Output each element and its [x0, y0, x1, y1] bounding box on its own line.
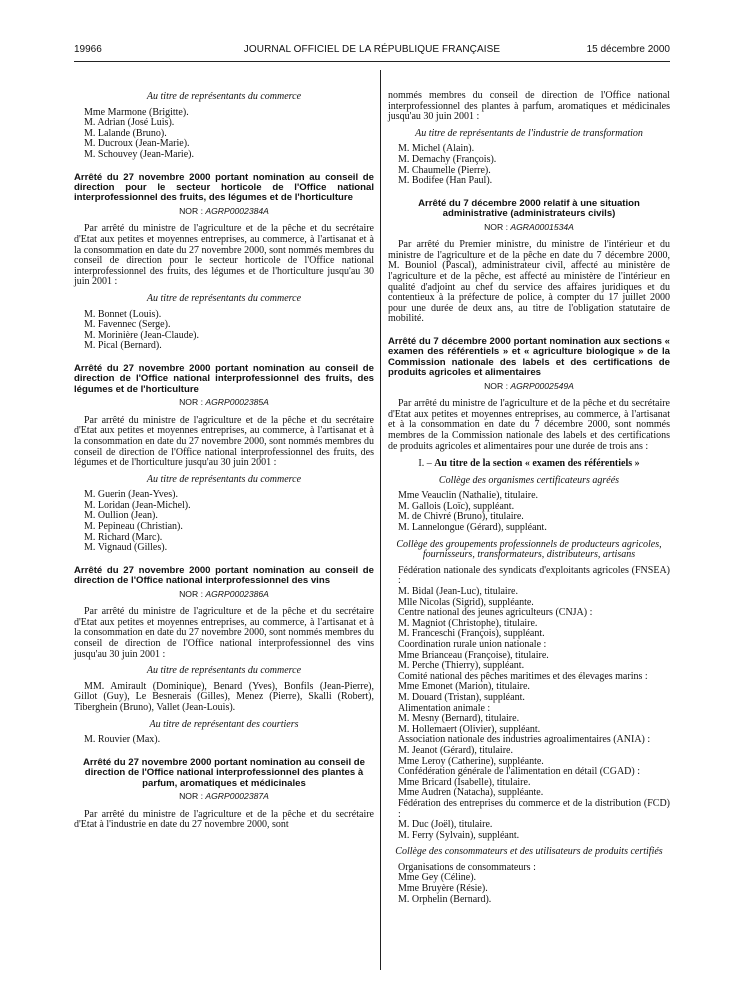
name-entry: M. Schouvey (Jean-Marie). [84, 148, 194, 160]
name-entry: M. Duc (Joël), titulaire. [398, 819, 493, 831]
organisation-list [398, 566, 670, 841]
name-entry: M. Mesny (Bernard), titulaire. [398, 713, 520, 725]
college-subhead: Collège des consommateurs et des utilisateurs de produits certifiés [395, 846, 663, 858]
organisation-name: Fédération nationale des syndicats d'exploitants agricoles (FNSEA) : [398, 564, 670, 587]
names-paragraph: MM. Amirault (Dominique), Benard (Yves), Bonfils (Jean-Pierre), Gillot (Guy), Le Besnerais (Gilles), Menez (Pierre), Skalli (Robert), Tiberghein (Bruno), Vallet (Jean-Louis). [74, 680, 374, 713]
name-entry: Mme Veauclin (Nathalie), titulaire. [398, 490, 539, 502]
name-entry: M. Perche (Thierry), suppléant. [398, 660, 525, 672]
name-entry: M. Magniot (Christophe), titulaire. [398, 617, 538, 629]
decree-paragraph: Par arrêté du Premier ministre, du ministre de l'intérieur et du ministre de l'agriculture et de la pêche en date du 7 décembre 2000, M. Bouniol (Pascal), administrateur civil, affecté au ministère de l'agriculture et de la pêche, est affecté au ministère de l'intérieur en qualité d'adjoint au chef du service des affaires juridiques et du contentieux à la préfecture de police, à compter du 17 juillet 2000 pour une durée de deux ans, au titre de l'obligation statutaire de mobilité. [388, 239, 670, 325]
name-entry: M. Ducroux (Jean-Marie). [84, 138, 190, 150]
nor-reference: NOR : AGRP0002385A [179, 397, 269, 408]
name-entry: M. Pical (Bernard). [84, 340, 162, 352]
name-entry: M. Morinière (Jean-Claude). [84, 329, 199, 341]
name-entry: M. Douard (Tristan), suppléant. [398, 691, 525, 703]
name-entry: M. Bodifee (Han Paul). [398, 175, 493, 187]
section-heading: I. – Au titre de la section « examen des référentiels » [418, 458, 640, 470]
name-entry: M. Bidal (Jean-Luc), titulaire. [398, 586, 518, 598]
name-list [398, 491, 670, 533]
decree-title: Arrêté du 7 décembre 2000 relatif à une situation administrative (administrateurs civils) [418, 197, 640, 220]
nor-reference: NOR : AGRP0002384A [179, 205, 269, 216]
continued-paragraph: nommés membres du conseil de direction de l'Office national interprofessionnel des plantes à parfum, aromatiques et médicinales jusqu'au 30 juin 2001 : [388, 90, 670, 123]
nor-reference: NOR : AGRP0002387A [179, 791, 269, 801]
college-subhead: Collège des groupements professionnels de producteurs agricoles, fournisseurs, transformateurs, distributeurs, artisans [396, 538, 662, 561]
name-entry: M. de Chivré (Bruno), titulaire. [398, 511, 524, 523]
name-entry: Mme Marmone (Brigitte). [84, 106, 189, 118]
section-subhead: Au titre de représentants de l'industrie de transformation [415, 127, 643, 139]
section-subhead: Au titre de représentants du commerce [146, 91, 302, 102]
name-entry: Mme Bricard (Isabelle), titulaire. [398, 776, 531, 788]
organisation-name: Confédération générale de l'alimentation en détail (CGAD) : [398, 766, 640, 778]
name-list [398, 144, 670, 186]
name-entry: M. Richard (Marc). [84, 531, 163, 543]
name-entry: Mlle Nicolas (Sigrid), suppléante. [398, 596, 534, 608]
decree-title: Arrêté du 27 novembre 2000 portant nomination au conseil de direction de l'Office national interprofessionnel des fruits, des légumes et de l'horticulture [74, 362, 374, 395]
organisation-name: Coordination rurale union nationale : [398, 639, 547, 650]
name-entry: M. Loridan (Jean-Michel). [84, 499, 191, 511]
left-column [74, 92, 374, 836]
name-entry: Mme Brianceau (Françoise), titulaire. [398, 649, 549, 661]
name-list [84, 735, 374, 746]
name-entry: M. Rouvier (Max). [84, 734, 161, 746]
decree-title: Arrêté du 7 décembre 2000 portant nomination aux sections « examen des référentiels » et « agriculture biologique » de la Commission nationale des labels et des certifications de produits agricoles et alimentaires [388, 335, 670, 379]
name-entry: M. Favennec (Serge). [84, 319, 171, 331]
decree-title: Arrêté du 27 novembre 2000 portant nomination au conseil de direction pour le secteur horticole de l'Office national interprofessionnel des fruits, des légumes et de l'horticulture [74, 171, 374, 204]
organisation-name: Fédération des entreprises du commerce et de la distribution (FCD) : [398, 797, 670, 820]
nor-reference: NOR : AGRP0002549A [484, 380, 574, 391]
issue-date: 15 décembre 2000 [586, 44, 670, 55]
decree-title: Arrêté du 27 novembre 2000 portant nomination au conseil de direction de l'Office national interprofessionnel des vins [74, 564, 374, 587]
decree-title: Arrêté du 27 novembre 2000 portant nomination au conseil de direction de l'Office national interprofessionnel des plantes à parfum, aromatiques et médicinales [82, 756, 366, 789]
organisation-name: Organisations de consommateurs : [398, 861, 536, 873]
name-entry: M. Franceschi (François), suppléant. [398, 628, 545, 640]
name-list [84, 490, 374, 554]
nor-reference: NOR : AGRP0002386A [179, 588, 269, 599]
column-divider [380, 70, 381, 970]
name-entry: Mme Gey (Céline). [398, 872, 477, 884]
page-header [74, 44, 670, 58]
name-entry: M. Lannelongue (Gérard), suppléant. [398, 522, 547, 534]
name-entry: M. Adrian (José Luis). [84, 117, 175, 129]
name-entry: M. Orphelin (Bernard). [398, 893, 492, 905]
name-entry: M. Chaumelle (Pierre). [398, 164, 491, 176]
name-entry: Mme Emonet (Marion), titulaire. [398, 681, 530, 693]
section-subhead: Au titre de représentants du commerce [146, 292, 302, 304]
name-entry: M. Bonnet (Louis). [84, 308, 162, 320]
name-entry: Mme Bruyère (Résie). [398, 883, 488, 895]
name-entry: M. Pepineau (Christian). [84, 521, 183, 533]
organisation-name: Association nationale des industries agroalimentaires (ANIA) : [398, 734, 651, 746]
nor-reference: NOR : AGRA0001534A [484, 221, 574, 232]
name-entry: M. Guerin (Jean-Yves). [84, 489, 178, 501]
section-subhead: Au titre de représentants du commerce [146, 473, 302, 485]
decree-paragraph: Par arrêté du ministre de l'agriculture et de la pêche et du secrétaire d'Etat aux petites et moyennes entreprises, au commerce, à l'artisanat et à la consommation en date du 7 décembre 2000, sont nommés membres de la Commission nationale des labels et des certifications de produits agricoles et alimentaires pour une durée de trois ans : [388, 398, 670, 452]
organisation-name: Alimentation animale : [398, 702, 491, 714]
name-entry: M. Demachy (François). [398, 153, 497, 165]
header-rule [74, 61, 670, 62]
name-entry: M. Vignaud (Gilles). [84, 542, 168, 554]
decree-paragraph: Par arrêté du ministre de l'agriculture et de la pêche et du secrétaire d'Etat à l'industrie en date du 27 novembre 2000, sont [74, 808, 374, 831]
name-entry: Mme Leroy (Catherine), suppléante. [398, 755, 544, 767]
name-entry: M. Oullion (Jean). [84, 510, 158, 522]
organisation-name: Comité national des pêches maritimes et des élevages marins : [398, 670, 648, 682]
name-entry: M. Ferry (Sylvain), suppléant. [398, 829, 520, 841]
section-subhead: Au titre de représentants du commerce [146, 665, 302, 677]
name-entry: M. Jeanot (Gérard), titulaire. [398, 744, 513, 756]
decree-paragraph: Par arrêté du ministre de l'agriculture et de la pêche et du secrétaire d'Etat aux petites et moyennes entreprises, au commerce, à l'artisanat et à la consommation en date du 27 novembre 2000, sont nommés membres du conseil de direction de l'Office national interprofessionnel des vins jusqu'au 30 juin 2001 : [74, 606, 374, 660]
page-number: 19966 [74, 44, 102, 55]
right-column [388, 90, 670, 905]
name-entry: M. Gallois (Loïc), suppléant. [398, 500, 515, 512]
name-entry: M. Hollemaert (Olivier), suppléant. [398, 723, 541, 735]
organisation-name: Centre national des jeunes agriculteurs (CNJA) : [398, 607, 593, 619]
college-subhead: Collège des organismes certificateurs agréés [438, 474, 620, 486]
name-list [84, 108, 374, 161]
name-list [398, 873, 670, 905]
name-entry: M. Lalande (Bruno). [84, 127, 167, 139]
journal-title: JOURNAL OFFICIEL DE LA RÉPUBLIQUE FRANÇAISE [243, 44, 501, 55]
name-list [84, 310, 374, 352]
decree-paragraph: Par arrêté du ministre de l'agriculture et de la pêche et du secrétaire d'Etat aux petites et moyennes entreprises, au commerce, à l'artisanat et à la consommation en date du 27 novembre 2000, sont nommés membres du conseil de direction pour le secteur horticole de l'Office national interprofessionnel des fruits, des légumes et de l'horticulture jusqu'au 30 juin 2001 : [74, 223, 374, 288]
section-subhead: Au titre de représentant des courtiers [149, 718, 299, 730]
name-entry: M. Michel (Alain). [398, 143, 475, 155]
name-entry: Mme Audren (Natacha), suppléante. [398, 787, 544, 799]
decree-paragraph: Par arrêté du ministre de l'agriculture et de la pêche et du secrétaire d'Etat aux petites et moyennes entreprises, au commerce, à l'artisanat et à la consommation en date du 27 novembre 2000, sont nommés membres du conseil de direction de l'Office national interprofessionnel des fruits, des légumes et de l'horticulture jusqu'au 30 juin 2001 : [74, 414, 374, 469]
